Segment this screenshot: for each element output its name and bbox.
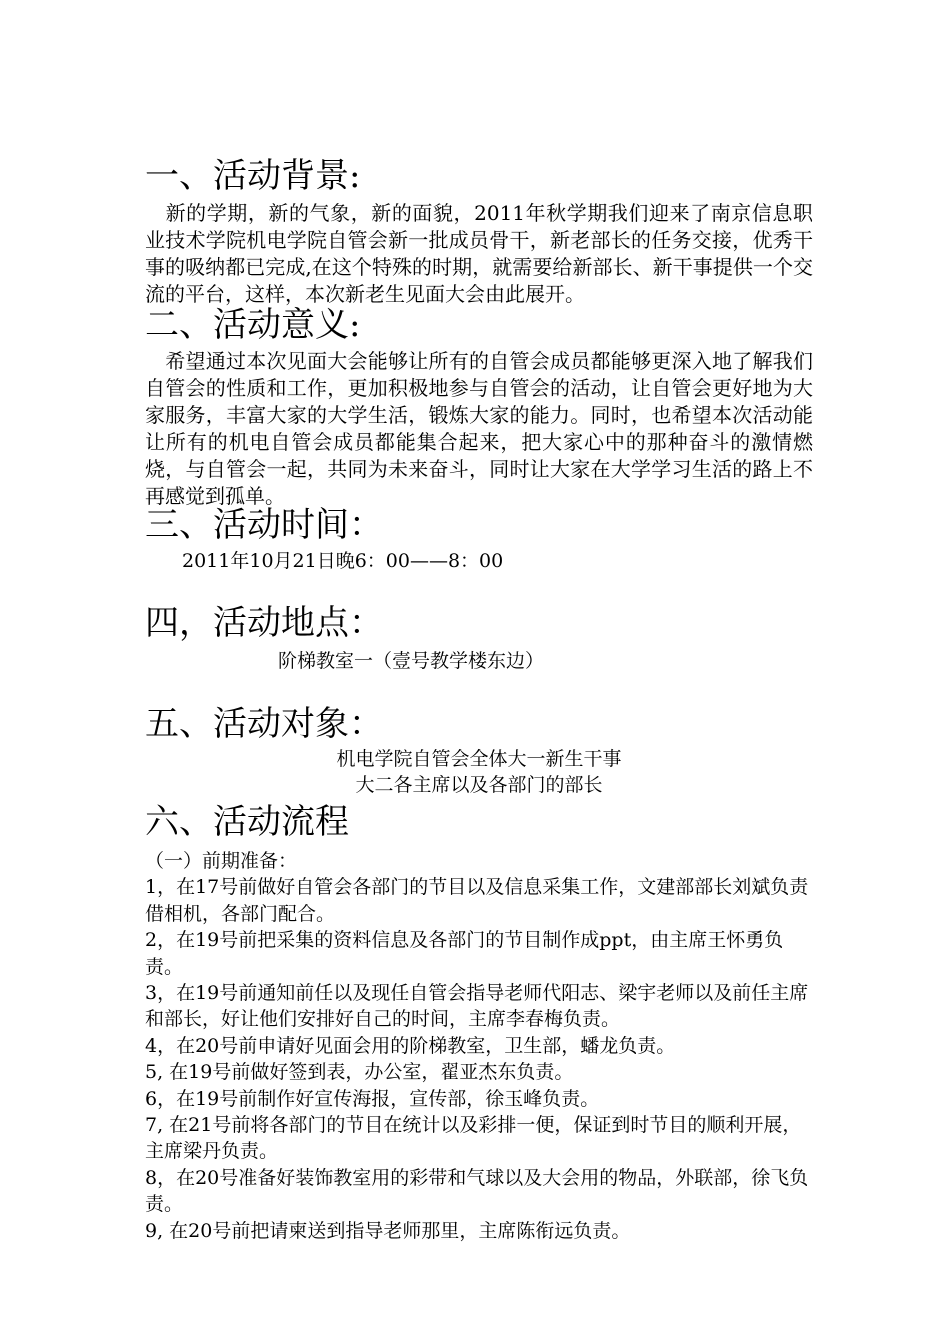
preparation-subheading: （一）前期准备： xyxy=(145,850,298,872)
list-item: 9, 在20号前把请柬送到指导老师那里，主席陈衔远负责。 xyxy=(145,1219,631,1242)
heading-process: 六、活动流程 xyxy=(145,802,349,842)
heading-audience: 五、活动对象： xyxy=(145,704,383,744)
list-item: 1，在17号前做好自管会各部门的节目以及信息采集工作，文建部部长刘斌负责借相机，各部门配合。 xyxy=(145,876,809,925)
event-location: 阶梯教室一（壹号教学楼东边） xyxy=(278,650,545,672)
list-item: 5, 在19号前做好签到表，办公室，翟亚杰东负责。 xyxy=(145,1061,574,1084)
significance-paragraph xyxy=(145,348,813,510)
heading-time: 三、活动时间： xyxy=(145,505,383,545)
background-text: 新的学期，新的气象，新的面貌，2011年秋学期我们迎来了南京信息职业技术学院机电学院自管会新一批成员骨干，新老部长的任务交接，优秀干事的吸纳都已完成,在这个特殊的时期，就需要给新部长、新干事提供一个交流的平台，这样，本次新老生见面大会由此展开。 xyxy=(145,201,813,306)
background-paragraph xyxy=(145,200,813,308)
heading-location: 四，活动地点： xyxy=(145,603,383,643)
heading-background: 一、活动背景: xyxy=(145,156,361,196)
list-item: 6，在19号前制作好宣传海报，宣传部，徐玉峰负责。 xyxy=(145,1087,600,1110)
heading-significance: 二、活动意义: xyxy=(145,305,361,345)
list-item: 7, 在21号前将各部门的节目在统计以及彩排一便，保证到时节目的顺利开展，主席梁丹负责。 xyxy=(145,1114,802,1163)
list-item: 3，在19号前通知前任以及现任自管会指导老师代阳志、梁宇老师以及前任主席和部长，好让他们安排好自己的时间，主席李春梅负责。 xyxy=(145,982,809,1031)
audience-line-2: 大二各主席以及各部门的部长 xyxy=(355,774,603,796)
preparation-list xyxy=(145,848,813,1244)
list-item: 2，在19号前把采集的资料信息及各部门的节目制作成ppt，由主席王怀勇负责。 xyxy=(145,929,784,978)
list-item: 4，在20号前申请好见面会用的阶梯教室，卫生部，蟠龙负责。 xyxy=(145,1034,676,1057)
audience-line-1: 机电学院自管会全体大一新生干事 xyxy=(336,748,622,770)
significance-text: 希望通过本次见面大会能够让所有的自管会成员都能够更深入地了解我们自管会的性质和工作，更加积极地参与自管会的活动，让自管会更好地为大家服务，丰富大家的大学生活，锻炼大家的能力。同时，也希望本次活动能让所有的机电自管会成员都能集合起来，把大家心中的那种奋斗的激情燃烧，与自管会一起，共同为未来奋斗，同时让大家在大学学习生活的路上不再感觉到孤单。 xyxy=(145,349,813,508)
list-item: 8，在20号准备好装饰教室用的彩带和气球以及大会用的物品，外联部，徐飞负责。 xyxy=(145,1166,809,1216)
event-time: 2011年10月21日晚6：00——8：00 xyxy=(182,550,504,572)
